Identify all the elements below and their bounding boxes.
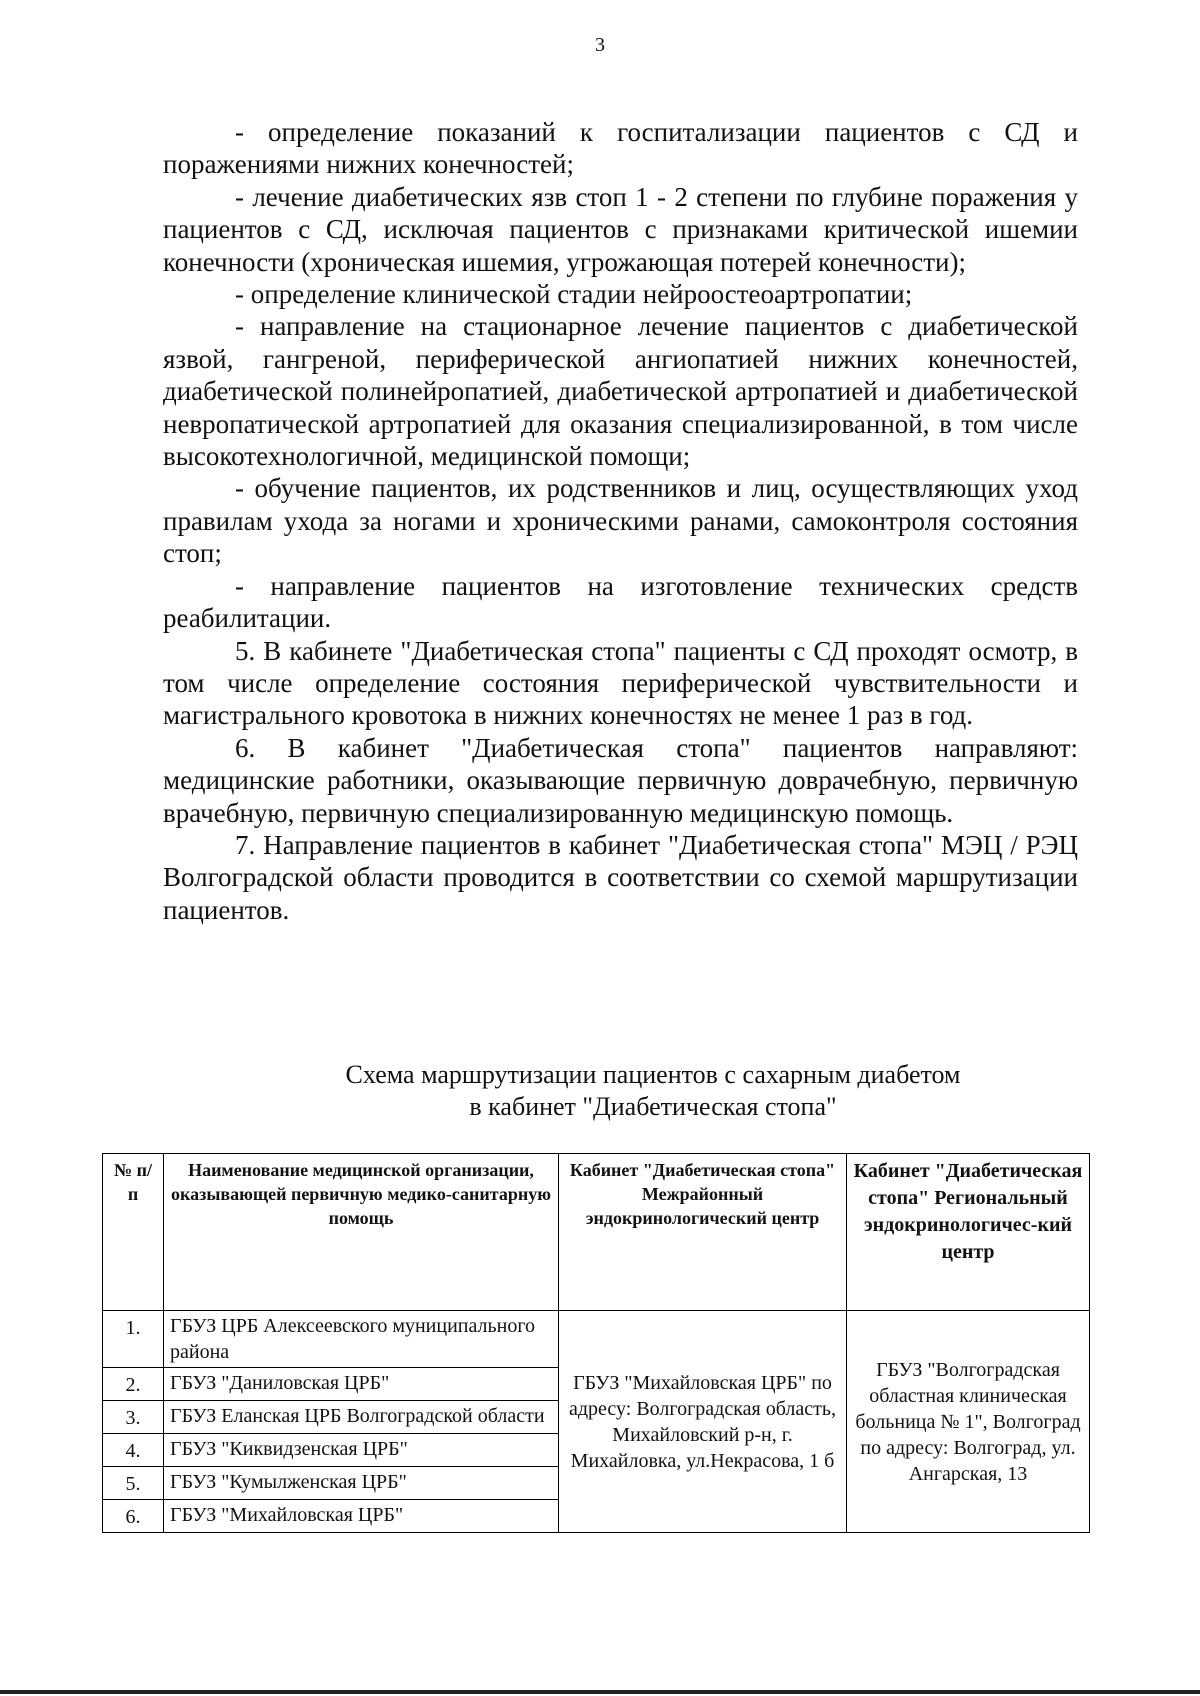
paragraph-neuroosteoarthropathy: - определение клинической стадии нейроостеоартропатии; — [235, 279, 913, 310]
row-number: 3. — [103, 1401, 164, 1434]
row-organization: ГБУЗ "Киквидзенская ЦРБ" — [164, 1434, 559, 1467]
paragraph-inpatient-referral: - направление на стационарное лечение пациентов с диабетической язвой, гангреной, периферической ангиопатией нижних конечностей, диабетической полинейропатией, диабетической артропатией и диабетической невропатической артропатией для оказания специализированной, в том числе высокотехнологичной, медицинской помощи; — [163, 311, 1078, 472]
row-number: 6. — [103, 1500, 164, 1533]
paragraph-rehabilitation: - направление пациентов на изготовление технических средств реабилитации. — [163, 570, 1078, 634]
row-organization: ГБУЗ "Кумылженская ЦРБ" — [164, 1467, 559, 1500]
header-organization: Наименование медицинской организации, оказывающей первичную медико-санитарную помощь — [164, 1154, 559, 1311]
row-number: 4. — [103, 1434, 164, 1467]
header-interdistrict-center: Кабинет "Диабетическая стопа" Межрайонный эндокринологический центр — [559, 1154, 847, 1311]
row-organization: ГБУЗ "Михайловская ЦРБ" — [164, 1500, 559, 1533]
row-number: 2. — [103, 1368, 164, 1401]
header-regional-center: Кабинет "Диабетическая стопа" Региональный эндокринологичес-кий центр — [847, 1154, 1090, 1311]
paragraph-item-7: 7. Направление пациентов в кабинет "Диабетическая стопа" МЭЦ / РЭЦ Волгоградской области проводится в соответствии со схемой маршрутизации пациентов. — [163, 829, 1078, 925]
table-row — [103, 1311, 1090, 1368]
routing-table — [102, 1153, 1090, 1533]
table-header-row — [103, 1154, 1090, 1311]
document-body — [163, 116, 1078, 926]
row-organization: ГБУЗ "Даниловская ЦРБ" — [164, 1368, 559, 1401]
paragraph-ulcer-treatment: - лечение диабетических язв стоп 1 - 2 степени по глубине поражения у пациентов с СД, исключая пациентов с признаками критической ишемии конечности (хроническая ишемия, угрожающая потерей конечности); — [163, 181, 1078, 277]
paragraph-patient-education: - обучение пациентов, их родственников и лиц, осуществляющих уход правилам ухода за ногами и хроническими ранами, самоконтроля состояния стоп; — [163, 473, 1078, 569]
regional-center-cell: ГБУЗ "Волгоградская областная клиническая больница № 1", Волгоград по адресу: Волгоград, ул. Ангарская, 13 — [847, 1311, 1090, 1533]
page-number: 3 — [595, 34, 605, 56]
interdistrict-center-cell: ГБУЗ "Михайловская ЦРБ" по адресу: Волгоградская область, Михайловский р-н, г. Михайловка, ул.Некрасова, 1 б — [559, 1311, 847, 1533]
table-caption — [163, 1059, 1143, 1123]
header-number: № п/п — [103, 1154, 164, 1311]
page-bottom-rule — [0, 1690, 1200, 1694]
caption-line-1: Схема маршрутизации пациентов с сахарным диабетом — [345, 1060, 961, 1089]
paragraph-item-6: 6. В кабинет "Диабетическая стопа" пациентов направляют: медицинские работники, оказывающие первичную доврачебную, первичную врачебную, первичную специализированную медицинскую помощь. — [163, 732, 1078, 828]
paragraph-item-5: 5. В кабинете "Диабетическая стопа" пациенты с СД проходят осмотр, в том числе определение состояния периферической чувствительности и магистрального кровотока в нижних конечностях не менее 1 раз в год. — [163, 635, 1078, 731]
caption-line-2: в кабинет "Диабетическая стопа" — [469, 1092, 837, 1121]
row-organization: ГБУЗ Еланская ЦРБ Волгоградской области — [164, 1401, 559, 1434]
row-organization: ГБУЗ ЦРБ Алексеевского муниципального района — [164, 1311, 559, 1368]
row-number: 1. — [103, 1311, 164, 1368]
paragraph-hospitalization: - определение показаний к госпитализации пациентов с СД и поражениями нижних конечностей; — [163, 117, 1078, 180]
row-number: 5. — [103, 1467, 164, 1500]
